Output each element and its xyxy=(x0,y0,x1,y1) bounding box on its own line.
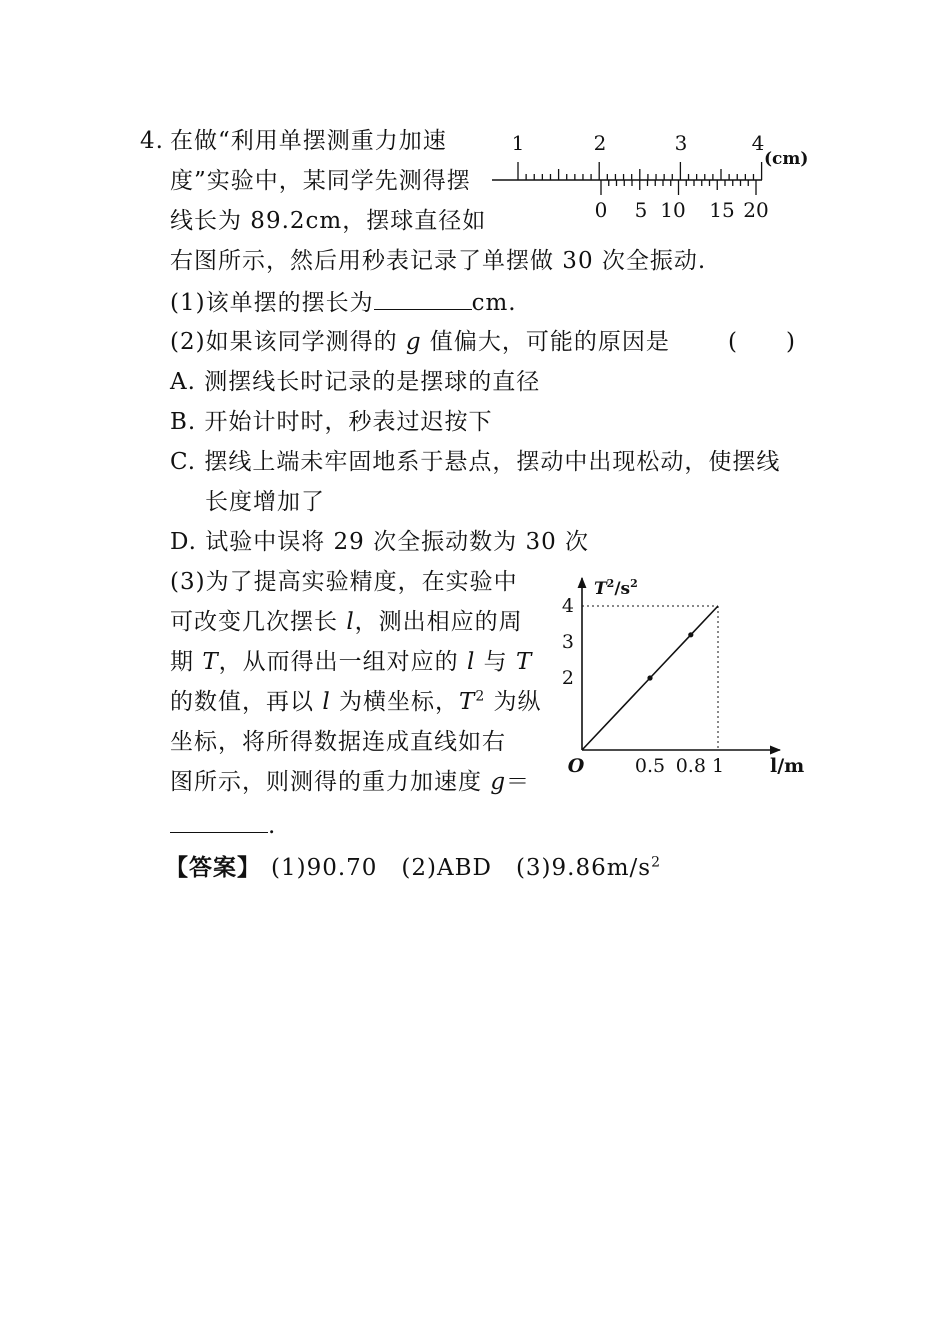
option-d: D. 试验中误将 29 次全振动数为 30 次 xyxy=(170,529,590,555)
option-c-continued: 长度增加了 xyxy=(205,489,325,515)
caliper-vernier-scale xyxy=(601,180,756,195)
part1-line xyxy=(170,287,517,318)
part3-line-4 xyxy=(170,687,542,717)
p3l2-var-l: l xyxy=(346,609,355,635)
caliper-vernier-label-20: 20 xyxy=(743,198,769,222)
x-axis-label: l/m xyxy=(770,755,805,777)
part1-answer-blank[interactable] xyxy=(374,287,472,310)
option-b: B. 开始计时时，秒表过迟按下 xyxy=(170,409,493,435)
origin-label: O xyxy=(567,755,585,777)
part3-line-1: (3)为了提高实验精度，在实验中 xyxy=(170,569,518,595)
p3l2-a: 可改变几次摆长 xyxy=(170,609,347,635)
p3l3-c: 与 xyxy=(475,649,516,675)
part3-line-5: 坐标，将所得数据连成直线如右 xyxy=(170,729,506,755)
p3l6-a: 图所示，则测得的重力加速度 xyxy=(170,769,491,795)
p3l4-var-T: T xyxy=(458,689,476,715)
p3l3-a: 期 xyxy=(170,649,203,675)
p3l4-c: 为纵 xyxy=(485,689,542,715)
y-tick-label: 2 xyxy=(561,667,574,689)
part2-line xyxy=(170,327,670,357)
p3l6-b: ＝ xyxy=(506,769,531,795)
part3-line-6 xyxy=(170,767,530,797)
p3l3-var-T: T xyxy=(202,649,219,675)
caliper-main-scale xyxy=(518,162,762,180)
intro-line-2: 度”实验中，某同学先测得摆 xyxy=(170,168,471,194)
p3l4-a: 的数值，再以 xyxy=(170,689,323,715)
answer-line xyxy=(165,853,661,883)
caliper-main-label-3: 3 xyxy=(674,131,688,155)
caliper-vernier-label-10: 10 xyxy=(660,198,686,222)
p3l3-var-l: l xyxy=(466,649,476,675)
caliper-main-label-1: 1 xyxy=(511,131,525,155)
part2-prefix: (2)如果该同学测得的 xyxy=(170,329,406,355)
p3l4-var-l: l xyxy=(322,689,331,715)
caliper-unit: (cm) xyxy=(764,149,809,169)
data-point xyxy=(647,675,652,680)
part3-line-3 xyxy=(170,647,532,677)
part2-suffix: 值偏大，可能的原因是 xyxy=(421,329,670,355)
part3-answer-line xyxy=(170,810,276,841)
p3l6-var-g: g xyxy=(490,769,507,795)
option-a: A. 测摆线长时记录的是摆球的直径 xyxy=(170,369,541,395)
x-tick-label: 1 xyxy=(711,755,725,777)
p3l3-var-T2: T xyxy=(515,649,533,675)
p3l2-b: ，测出相应的周 xyxy=(354,609,523,635)
caliper-main-label-2: 2 xyxy=(593,131,607,155)
answer-sup: 2 xyxy=(651,854,662,871)
intro-line-1: 在做“利用单摆测重力加速 xyxy=(170,128,447,154)
option-c: C. 摆线上端未牢固地系于悬点，摆动中出现松动，使摆线 xyxy=(170,449,781,475)
p3l4-b: 为横坐标， xyxy=(330,689,459,715)
p3l3-b: ，从而得出一组对应的 xyxy=(218,649,467,675)
p3l4-sup: 2 xyxy=(475,688,486,705)
intro-line-4: 右图所示，然后用秒表记录了单摆做 30 次全振动. xyxy=(170,248,707,274)
part1-suffix: cm. xyxy=(471,290,517,316)
data-point xyxy=(688,632,693,637)
answer-label: 【答案】 xyxy=(165,855,261,881)
t-squared-vs-length-chart xyxy=(558,570,808,800)
x-tick-label: 0.8 xyxy=(675,755,706,777)
caliper-main-label-4: 4 xyxy=(751,131,765,155)
intro-line-3: 线长为 89.2cm，摆球直径如 xyxy=(170,208,487,234)
part3-answer-blank[interactable] xyxy=(170,810,268,833)
part3-end: . xyxy=(268,813,277,839)
part3-line-2 xyxy=(170,607,523,637)
question-number: 4. xyxy=(140,128,164,154)
vernier-caliper-figure xyxy=(490,128,820,228)
part2-var-g: g xyxy=(405,329,422,355)
x-tick-label: 0.5 xyxy=(634,755,666,777)
y-axis-label: $T^2/s^2$ xyxy=(594,577,638,599)
y-tick-label: 4 xyxy=(561,595,574,617)
caliper-vernier-label-15: 15 xyxy=(709,198,735,222)
caliper-vernier-label-0: 0 xyxy=(594,198,608,222)
part1-prefix: (1)该单摆的摆长为 xyxy=(170,290,374,316)
part2-answer-paren[interactable]: ( ) xyxy=(728,329,796,355)
y-tick-label: 3 xyxy=(561,631,574,653)
answer-text: (1)90.70 (2)ABD (3)9.86m/s xyxy=(271,855,652,881)
caliper-vernier-label-5: 5 xyxy=(634,198,648,222)
